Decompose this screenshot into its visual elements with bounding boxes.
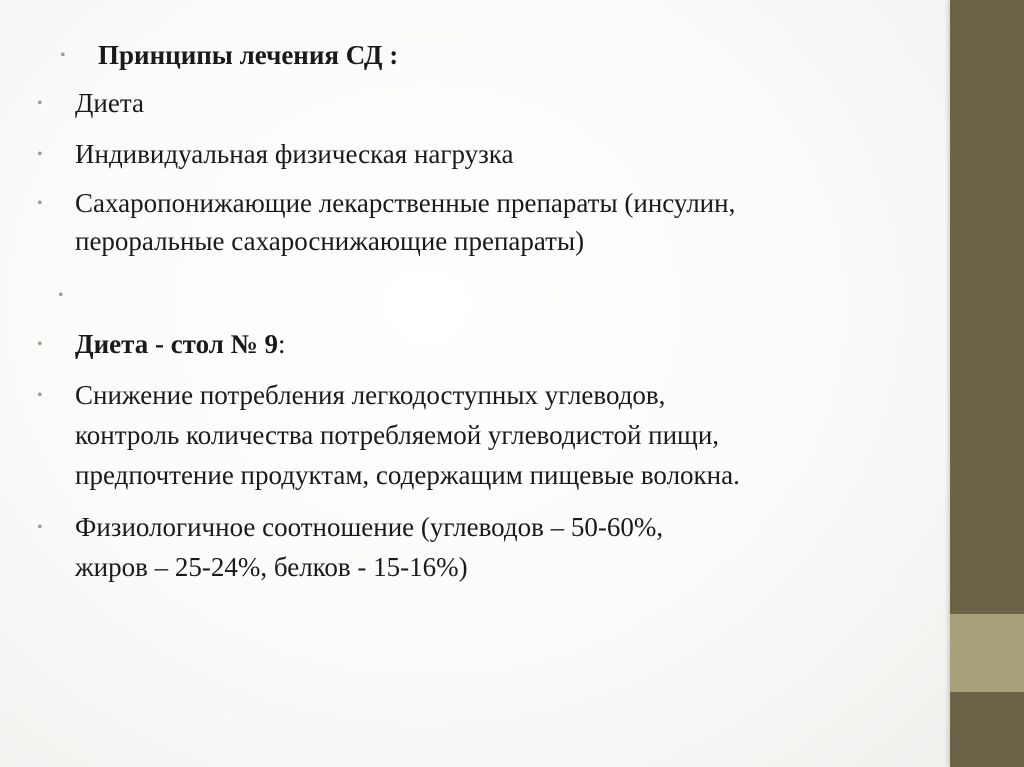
bullet-dot-icon: • bbox=[37, 95, 43, 112]
item-text: Диета bbox=[75, 88, 144, 118]
bullet-dot-icon: • bbox=[37, 387, 43, 404]
diet-table-label: Диета - стол № 9 bbox=[75, 329, 279, 359]
bullet-dot-icon: • bbox=[58, 287, 64, 304]
item-line: предпочтение продуктам, содержащим пищевые волокна. bbox=[75, 460, 740, 490]
bullet-dot-icon: • bbox=[60, 47, 66, 64]
item-line: контроль количества потребляемой углеводистой пищи, bbox=[75, 420, 720, 450]
diet-table-colon: : bbox=[278, 329, 286, 359]
item-line: Сахаропонижающие лекарственные препараты (инсулин, bbox=[75, 188, 736, 218]
bullet-dot-icon: • bbox=[37, 195, 43, 212]
item-line: Физиологичное соотношение (углеводов – 50-60%, bbox=[75, 512, 664, 542]
bullet-dot-icon: • bbox=[37, 519, 43, 536]
item-line: жиров – 25-24%, белков - 15-16%) bbox=[75, 552, 468, 582]
item-line: пероральные сахароснижающие препараты) bbox=[75, 226, 585, 256]
item-line: Снижение потребления легкодоступных углеводов, bbox=[75, 380, 666, 410]
bullet-dot-icon: • bbox=[37, 146, 43, 163]
bullet-dot-icon: • bbox=[37, 336, 43, 353]
item-text: Индивидуальная физическая нагрузка bbox=[75, 139, 514, 169]
decorative-side-accent bbox=[950, 614, 1024, 692]
heading-text: Принципы лечения СД : bbox=[98, 40, 399, 70]
